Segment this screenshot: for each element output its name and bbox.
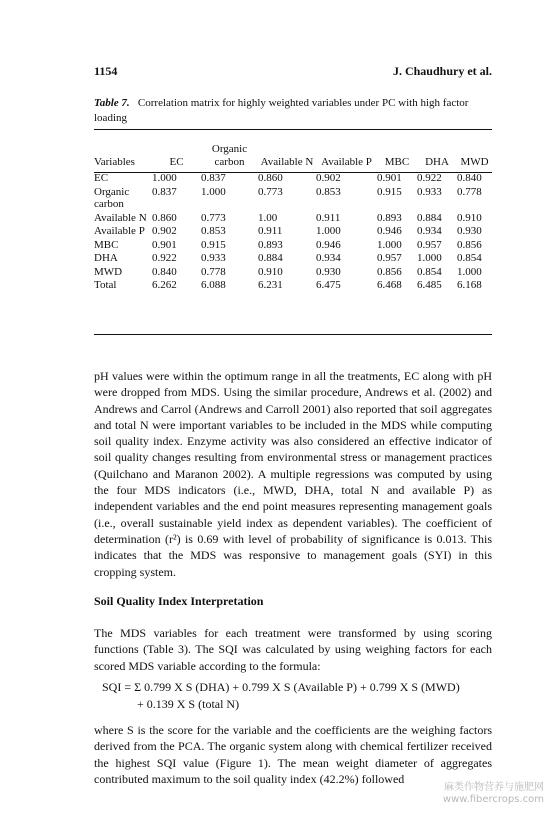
table-cell: 0.922 — [152, 252, 177, 264]
table-cell: 1.000 — [417, 252, 442, 264]
table-cell: 0.910 — [258, 265, 283, 278]
table-cell: 0.853 — [316, 185, 341, 198]
table-cell: 1.000 — [152, 172, 177, 184]
table-cell: 0.933 — [417, 185, 442, 198]
table-cell: 0.773 — [258, 185, 283, 198]
table-cell: 0.957 — [417, 238, 442, 251]
correlation-table — [94, 134, 492, 293]
column-header: Organic carbon — [211, 143, 248, 168]
table-row — [94, 212, 492, 226]
sqi-formula — [94, 679, 494, 713]
table-cell: 6.475 — [316, 279, 341, 291]
table-cell: 0.901 — [152, 238, 177, 251]
paragraph: where S is the score for the variable and the coefficients are the weighing factors derived from the PCA. The organic system along with chemical fertilizer received the highest SQI value (Figure 1). The mean weight diameter of aggregates contributed maximum to the soil quality index (42.2%) followed — [94, 723, 492, 786]
table-cell: 0.934 — [316, 252, 341, 264]
table-cell: 0.901 — [377, 172, 402, 184]
section-title: Soil Quality Index Interpretation — [94, 594, 264, 608]
table-caption-text: Correlation matrix for highly weighted variables under PC with high factor loading — [94, 97, 469, 124]
column-header: Variables — [94, 155, 135, 168]
column-header: DHA — [425, 155, 449, 168]
table-cell: 0.946 — [316, 238, 341, 251]
table-caption-label: Table 7. — [94, 97, 130, 109]
table-caption — [94, 96, 494, 125]
table-cell: 6.262 — [152, 279, 177, 291]
page-number: 1154 — [94, 64, 118, 78]
table-cell: 0.854 — [457, 252, 482, 264]
table-top-rule — [94, 129, 492, 130]
table-cell: 0.856 — [377, 265, 402, 278]
table-cell: 0.957 — [377, 252, 402, 264]
table-cell: 0.922 — [417, 172, 442, 184]
page-header — [94, 64, 492, 82]
table-cell: 0.773 — [201, 211, 226, 224]
row-label: MWD — [94, 265, 123, 278]
table-cell: 0.933 — [201, 252, 226, 264]
row-label: DHA — [94, 252, 118, 264]
formula-line-2: + 0.139 X S (total N) — [137, 697, 240, 711]
paragraph: pH values were within the optimum range in all the treatments, EC along with pH were dropped from MDS. Using the similar procedure, Andrews et al. (2002) and Andrews and Carrol (Andrews and Carroll 2001) also reported that soil aggregates and total N were important variables to be included in the MDS while computing soil quality index. Enzyme activity was also considered an effective indicator of soil quality changes resulting from environmental stress or management practices (Quilchano and Maranon 2002). A multiple regressions was computed by using the four MDS indicators (i.e., MWD, DHA, total N and available P) as independent variables and the end point measures representing management goals (i.e., overall sustainable yield index as dependent variables). The coefficient of determination (r²) is 0.69 with level of probability of significance is 0.013. This indicates that the MDS was responsive to management goals (SYI) in this cropping system. — [94, 369, 492, 579]
table-cell: 0.893 — [258, 238, 283, 251]
column-header: EC — [169, 155, 184, 168]
table-row — [94, 225, 492, 239]
table-cell: 6.485 — [417, 279, 442, 291]
table-cell: 0.860 — [258, 172, 283, 184]
table-cell: 1.000 — [201, 185, 226, 198]
table-cell: 0.911 — [258, 225, 283, 237]
table-cell: 0.884 — [258, 252, 283, 264]
table-cell: 0.902 — [152, 225, 177, 237]
table-row — [94, 252, 492, 266]
table-cell: 0.915 — [201, 238, 226, 251]
running-head: J. Chaudhury et al. — [392, 64, 492, 78]
table-cell: 1.00 — [258, 211, 278, 224]
table-cell: 0.837 — [152, 185, 177, 198]
watermark — [443, 782, 544, 806]
column-header: Available P — [321, 155, 372, 168]
paragraph: The MDS variables for each treatment were transformed by using scoring functions (Table 3). The SQI was calculated by using weighing factors for each scored MDS variable according to the formula: — [94, 626, 492, 673]
table-cell: 0.930 — [457, 225, 482, 237]
table-cell: 0.840 — [457, 172, 482, 184]
table-cell: 1.000 — [457, 265, 482, 278]
column-header: MBC — [384, 155, 410, 168]
row-label: Organic carbon — [94, 185, 130, 210]
row-label: Available N — [94, 211, 147, 224]
table-cell: 0.778 — [457, 185, 482, 198]
table-cell: 0.930 — [316, 265, 341, 278]
table-row — [94, 279, 492, 293]
table-header — [94, 134, 492, 168]
table-row — [94, 186, 492, 212]
table-cell: 6.168 — [457, 279, 482, 291]
table-cell: 0.778 — [201, 265, 226, 278]
table-cell: 6.231 — [258, 279, 283, 291]
table-cell: 1.000 — [316, 225, 341, 237]
table-cell: 0.893 — [377, 211, 402, 224]
table-row — [94, 168, 492, 186]
table-cell: 0.910 — [457, 211, 482, 224]
table-cell: 0.902 — [316, 172, 341, 184]
table-row — [94, 266, 492, 280]
table-body — [94, 168, 492, 293]
row-label: EC — [94, 172, 109, 184]
table-cell: 1.000 — [377, 238, 402, 251]
table-cell: 0.884 — [417, 211, 442, 224]
column-header: MWD — [460, 155, 489, 168]
row-label: MBC — [94, 238, 119, 251]
table-cell: 0.860 — [152, 211, 177, 224]
table-cell: 0.946 — [377, 225, 402, 237]
table-cell: 0.934 — [417, 225, 442, 237]
table-cell: 0.856 — [457, 238, 482, 251]
table-cell: 0.840 — [152, 265, 177, 278]
table-cell: 0.853 — [201, 225, 226, 237]
row-label: Available P — [94, 225, 145, 237]
table-cell: 6.088 — [201, 279, 226, 291]
watermark-line-1: 麻类作物营养与施肥网 — [444, 782, 544, 793]
table-cell: 0.837 — [201, 172, 226, 184]
formula-line-1: SQI = Σ 0.799 X S (DHA) + 0.799 X S (Available P) + 0.799 X S (MWD) — [102, 680, 460, 694]
table-bottom-rule — [94, 334, 492, 335]
table-row — [94, 239, 492, 253]
row-label: Total — [94, 279, 117, 291]
column-header: Available N — [260, 155, 314, 168]
table-cell: 0.915 — [377, 185, 402, 198]
table-cell: 0.911 — [316, 211, 341, 224]
watermark-line-2: www.fibercrops.com — [442, 794, 544, 805]
table-cell: 0.854 — [417, 265, 442, 278]
table-cell: 6.468 — [377, 279, 402, 291]
